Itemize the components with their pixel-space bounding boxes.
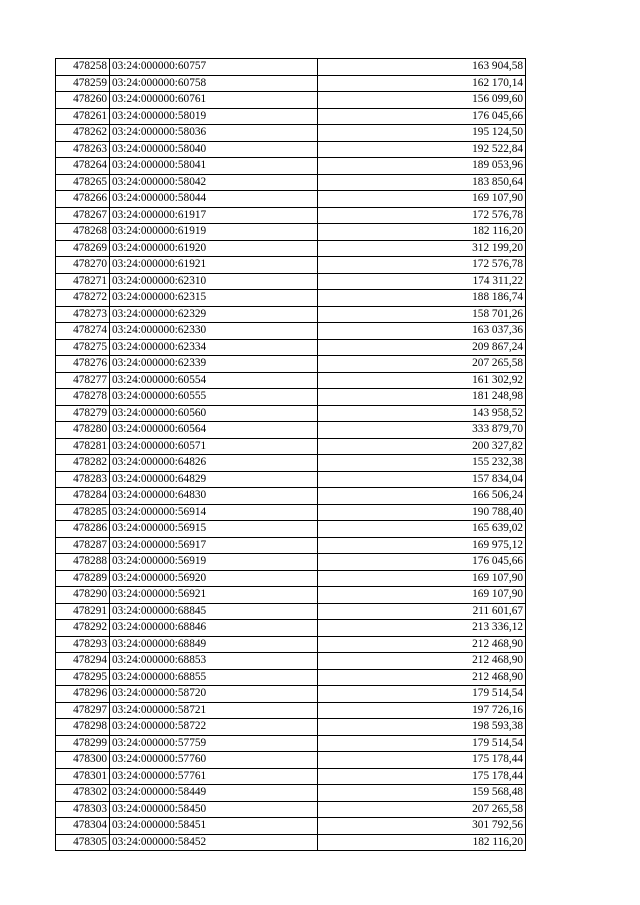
row-id-cell: 478262 — [56, 125, 110, 142]
value-cell: 195 124,50 — [318, 125, 526, 142]
value-cell: 156 099,60 — [318, 92, 526, 109]
row-id-cell: 478293 — [56, 636, 110, 653]
cadastral-number-cell: 03:24:000000:60560 — [110, 405, 318, 422]
table-row — [56, 603, 526, 620]
cadastral-number-cell: 03:24:000000:64826 — [110, 455, 318, 472]
table-row — [56, 455, 526, 472]
value-cell: 200 327,82 — [318, 438, 526, 455]
value-cell: 188 186,74 — [318, 290, 526, 307]
table-row — [56, 306, 526, 323]
row-id-cell: 478280 — [56, 422, 110, 439]
value-cell: 213 336,12 — [318, 620, 526, 637]
row-id-cell: 478301 — [56, 768, 110, 785]
cadastral-number-cell: 03:24:000000:56920 — [110, 570, 318, 587]
cadastral-number-cell: 03:24:000000:62310 — [110, 273, 318, 290]
table-row — [56, 422, 526, 439]
value-cell: 172 576,78 — [318, 257, 526, 274]
value-cell: 189 053,96 — [318, 158, 526, 175]
value-cell: 163 904,58 — [318, 59, 526, 76]
row-id-cell: 478290 — [56, 587, 110, 604]
cadastral-number-cell: 03:24:000000:58036 — [110, 125, 318, 142]
cadastral-number-cell: 03:24:000000:57759 — [110, 735, 318, 752]
value-cell: 192 522,84 — [318, 141, 526, 158]
row-id-cell: 478299 — [56, 735, 110, 752]
table-row — [56, 389, 526, 406]
row-id-cell: 478302 — [56, 785, 110, 802]
row-id-cell: 478269 — [56, 240, 110, 257]
value-cell: 182 116,20 — [318, 834, 526, 851]
table-row — [56, 653, 526, 670]
row-id-cell: 478286 — [56, 521, 110, 538]
value-cell: 158 701,26 — [318, 306, 526, 323]
cadastral-number-cell: 03:24:000000:60554 — [110, 372, 318, 389]
value-cell: 179 514,54 — [318, 735, 526, 752]
table-row — [56, 207, 526, 224]
row-id-cell: 478264 — [56, 158, 110, 175]
row-id-cell: 478260 — [56, 92, 110, 109]
cadastral-number-cell: 03:24:000000:58720 — [110, 686, 318, 703]
table-row — [56, 620, 526, 637]
value-cell: 162 170,14 — [318, 75, 526, 92]
value-cell: 182 116,20 — [318, 224, 526, 241]
registry-table — [55, 58, 526, 851]
value-cell: 207 265,58 — [318, 801, 526, 818]
row-id-cell: 478287 — [56, 537, 110, 554]
value-cell: 176 045,66 — [318, 554, 526, 571]
row-id-cell: 478297 — [56, 702, 110, 719]
cadastral-number-cell: 03:24:000000:68845 — [110, 603, 318, 620]
cadastral-number-cell: 03:24:000000:57761 — [110, 768, 318, 785]
value-cell: 159 568,48 — [318, 785, 526, 802]
cadastral-number-cell: 03:24:000000:60555 — [110, 389, 318, 406]
cadastral-number-cell: 03:24:000000:68855 — [110, 669, 318, 686]
cadastral-number-cell: 03:24:000000:68846 — [110, 620, 318, 637]
cadastral-number-cell: 03:24:000000:56914 — [110, 504, 318, 521]
registry-table-body — [56, 59, 526, 851]
row-id-cell: 478305 — [56, 834, 110, 851]
row-id-cell: 478292 — [56, 620, 110, 637]
table-row — [56, 174, 526, 191]
table-row — [56, 141, 526, 158]
value-cell: 169 107,90 — [318, 570, 526, 587]
row-id-cell: 478259 — [56, 75, 110, 92]
table-row — [56, 323, 526, 340]
table-row — [56, 735, 526, 752]
table-row — [56, 125, 526, 142]
cadastral-number-cell: 03:24:000000:58449 — [110, 785, 318, 802]
table-row — [56, 224, 526, 241]
cadastral-number-cell: 03:24:000000:61921 — [110, 257, 318, 274]
value-cell: 198 593,38 — [318, 719, 526, 736]
row-id-cell: 478291 — [56, 603, 110, 620]
table-row — [56, 669, 526, 686]
cadastral-number-cell: 03:24:000000:62330 — [110, 323, 318, 340]
table-row — [56, 290, 526, 307]
value-cell: 155 232,38 — [318, 455, 526, 472]
cadastral-number-cell: 03:24:000000:68853 — [110, 653, 318, 670]
value-cell: 190 788,40 — [318, 504, 526, 521]
table-row — [56, 521, 526, 538]
cadastral-number-cell: 03:24:000000:58452 — [110, 834, 318, 851]
table-row — [56, 818, 526, 835]
table-row — [56, 356, 526, 373]
row-id-cell: 478279 — [56, 405, 110, 422]
value-cell: 197 726,16 — [318, 702, 526, 719]
table-row — [56, 785, 526, 802]
cadastral-number-cell: 03:24:000000:60757 — [110, 59, 318, 76]
table-row — [56, 108, 526, 125]
row-id-cell: 478294 — [56, 653, 110, 670]
value-cell: 175 178,44 — [318, 768, 526, 785]
table-row — [56, 273, 526, 290]
cadastral-number-cell: 03:24:000000:60564 — [110, 422, 318, 439]
row-id-cell: 478296 — [56, 686, 110, 703]
cadastral-number-cell: 03:24:000000:64829 — [110, 471, 318, 488]
cadastral-number-cell: 03:24:000000:62315 — [110, 290, 318, 307]
row-id-cell: 478285 — [56, 504, 110, 521]
table-row — [56, 504, 526, 521]
row-id-cell: 478288 — [56, 554, 110, 571]
value-cell: 183 850,64 — [318, 174, 526, 191]
row-id-cell: 478304 — [56, 818, 110, 835]
row-id-cell: 478268 — [56, 224, 110, 241]
cadastral-number-cell: 03:24:000000:60761 — [110, 92, 318, 109]
row-id-cell: 478265 — [56, 174, 110, 191]
value-cell: 169 107,90 — [318, 191, 526, 208]
value-cell: 207 265,58 — [318, 356, 526, 373]
row-id-cell: 478303 — [56, 801, 110, 818]
table-row — [56, 686, 526, 703]
cadastral-number-cell: 03:24:000000:58721 — [110, 702, 318, 719]
table-row — [56, 719, 526, 736]
row-id-cell: 478277 — [56, 372, 110, 389]
table-row — [56, 587, 526, 604]
cadastral-number-cell: 03:24:000000:58041 — [110, 158, 318, 175]
value-cell: 172 576,78 — [318, 207, 526, 224]
cadastral-number-cell: 03:24:000000:58019 — [110, 108, 318, 125]
value-cell: 181 248,98 — [318, 389, 526, 406]
row-id-cell: 478282 — [56, 455, 110, 472]
table-row — [56, 702, 526, 719]
cadastral-number-cell: 03:24:000000:58451 — [110, 818, 318, 835]
table-row — [56, 158, 526, 175]
row-id-cell: 478272 — [56, 290, 110, 307]
table-row — [56, 405, 526, 422]
row-id-cell: 478298 — [56, 719, 110, 736]
table-row — [56, 59, 526, 76]
cadastral-number-cell: 03:24:000000:57760 — [110, 752, 318, 769]
table-row — [56, 191, 526, 208]
cadastral-number-cell: 03:24:000000:64830 — [110, 488, 318, 505]
table-row — [56, 636, 526, 653]
value-cell: 333 879,70 — [318, 422, 526, 439]
value-cell: 163 037,36 — [318, 323, 526, 340]
cadastral-number-cell: 03:24:000000:58722 — [110, 719, 318, 736]
row-id-cell: 478270 — [56, 257, 110, 274]
table-row — [56, 554, 526, 571]
cadastral-number-cell: 03:24:000000:60758 — [110, 75, 318, 92]
table-row — [56, 768, 526, 785]
row-id-cell: 478258 — [56, 59, 110, 76]
table-row — [56, 834, 526, 851]
value-cell: 176 045,66 — [318, 108, 526, 125]
cadastral-number-cell: 03:24:000000:58040 — [110, 141, 318, 158]
cadastral-number-cell: 03:24:000000:56917 — [110, 537, 318, 554]
cadastral-number-cell: 03:24:000000:58042 — [110, 174, 318, 191]
table-row — [56, 92, 526, 109]
cadastral-number-cell: 03:24:000000:68849 — [110, 636, 318, 653]
cadastral-number-cell: 03:24:000000:62339 — [110, 356, 318, 373]
value-cell: 209 867,24 — [318, 339, 526, 356]
cadastral-number-cell: 03:24:000000:58044 — [110, 191, 318, 208]
table-row — [56, 537, 526, 554]
row-id-cell: 478283 — [56, 471, 110, 488]
table-row — [56, 240, 526, 257]
table-row — [56, 471, 526, 488]
cadastral-number-cell: 03:24:000000:56915 — [110, 521, 318, 538]
row-id-cell: 478278 — [56, 389, 110, 406]
table-row — [56, 339, 526, 356]
cadastral-number-cell: 03:24:000000:56919 — [110, 554, 318, 571]
table-row — [56, 372, 526, 389]
value-cell: 157 834,04 — [318, 471, 526, 488]
table-row — [56, 257, 526, 274]
value-cell: 165 639,02 — [318, 521, 526, 538]
row-id-cell: 478281 — [56, 438, 110, 455]
value-cell: 211 601,67 — [318, 603, 526, 620]
value-cell: 212 468,90 — [318, 669, 526, 686]
row-id-cell: 478271 — [56, 273, 110, 290]
cadastral-number-cell: 03:24:000000:61917 — [110, 207, 318, 224]
row-id-cell: 478284 — [56, 488, 110, 505]
cadastral-number-cell: 03:24:000000:61919 — [110, 224, 318, 241]
cadastral-number-cell: 03:24:000000:62334 — [110, 339, 318, 356]
value-cell: 174 311,22 — [318, 273, 526, 290]
row-id-cell: 478274 — [56, 323, 110, 340]
table-row — [56, 438, 526, 455]
row-id-cell: 478275 — [56, 339, 110, 356]
value-cell: 143 958,52 — [318, 405, 526, 422]
table-row — [56, 488, 526, 505]
cadastral-number-cell: 03:24:000000:58450 — [110, 801, 318, 818]
value-cell: 312 199,20 — [318, 240, 526, 257]
cadastral-number-cell: 03:24:000000:62329 — [110, 306, 318, 323]
table-row — [56, 570, 526, 587]
value-cell: 301 792,56 — [318, 818, 526, 835]
table-row — [56, 801, 526, 818]
value-cell: 175 178,44 — [318, 752, 526, 769]
table-row — [56, 75, 526, 92]
row-id-cell: 478261 — [56, 108, 110, 125]
row-id-cell: 478289 — [56, 570, 110, 587]
value-cell: 179 514,54 — [318, 686, 526, 703]
row-id-cell: 478263 — [56, 141, 110, 158]
value-cell: 212 468,90 — [318, 653, 526, 670]
row-id-cell: 478267 — [56, 207, 110, 224]
row-id-cell: 478273 — [56, 306, 110, 323]
table-row — [56, 752, 526, 769]
value-cell: 166 506,24 — [318, 488, 526, 505]
row-id-cell: 478266 — [56, 191, 110, 208]
row-id-cell: 478276 — [56, 356, 110, 373]
cadastral-number-cell: 03:24:000000:61920 — [110, 240, 318, 257]
row-id-cell: 478300 — [56, 752, 110, 769]
value-cell: 169 975,12 — [318, 537, 526, 554]
value-cell: 212 468,90 — [318, 636, 526, 653]
value-cell: 169 107,90 — [318, 587, 526, 604]
cadastral-number-cell: 03:24:000000:56921 — [110, 587, 318, 604]
cadastral-number-cell: 03:24:000000:60571 — [110, 438, 318, 455]
row-id-cell: 478295 — [56, 669, 110, 686]
value-cell: 161 302,92 — [318, 372, 526, 389]
